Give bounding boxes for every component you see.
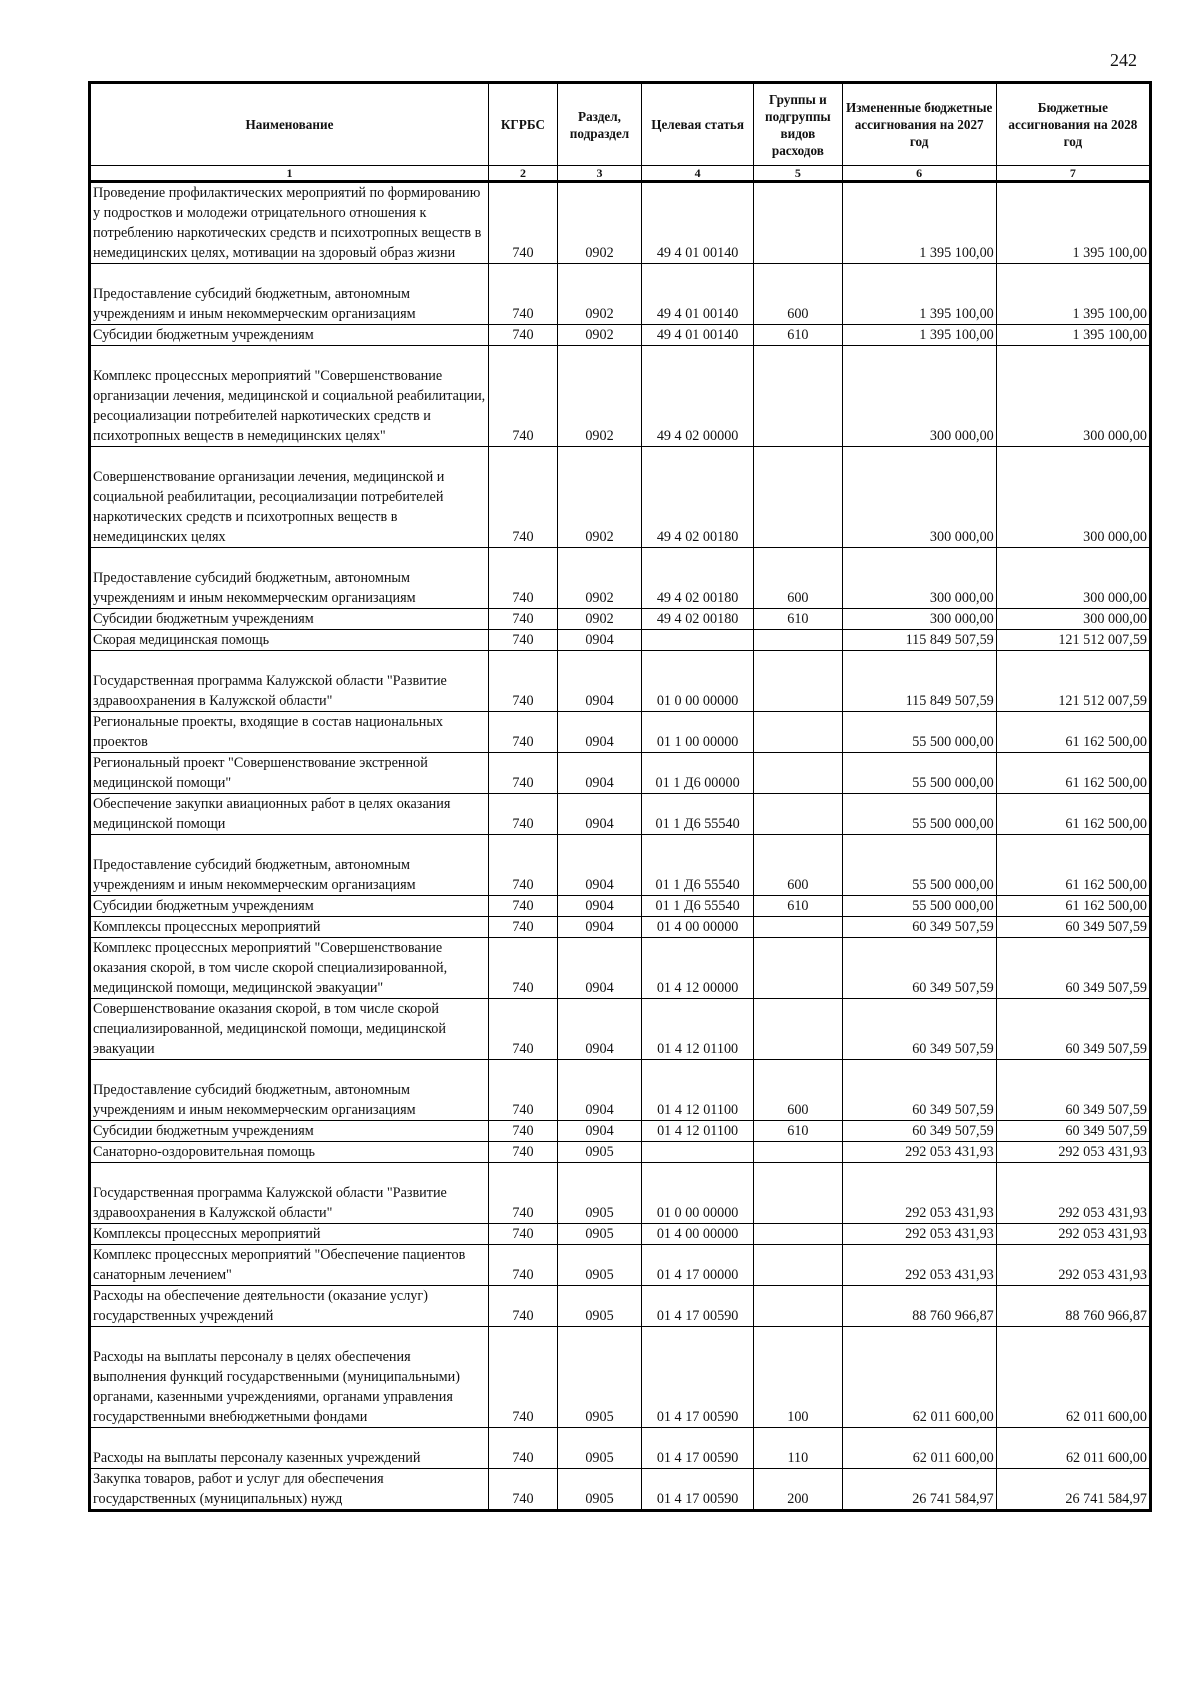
header-expense-groups: Группы и подгруппы видов расходов <box>754 83 842 166</box>
expense-type-cell <box>754 182 842 264</box>
amount-2028-cell: 60 349 507,59 <box>996 1060 1150 1121</box>
razdel-cell: 0905 <box>557 1469 641 1511</box>
amount-2028-cell: 62 011 600,00 <box>996 1327 1150 1428</box>
kgrbs-cell: 740 <box>488 1327 557 1428</box>
column-number: 7 <box>996 166 1150 182</box>
header-row <box>90 83 1151 166</box>
kgrbs-cell: 740 <box>488 712 557 753</box>
razdel-cell: 0902 <box>557 609 641 630</box>
kgrbs-cell: 740 <box>488 999 557 1060</box>
amount-2028-cell: 121 512 007,59 <box>996 651 1150 712</box>
target-article-cell: 01 0 00 00000 <box>642 651 754 712</box>
amount-2027-cell: 300 000,00 <box>842 346 996 447</box>
expense-type-cell <box>754 346 842 447</box>
amount-2027-cell: 300 000,00 <box>842 447 996 548</box>
kgrbs-cell: 740 <box>488 609 557 630</box>
target-article-cell: 01 4 12 01100 <box>642 1121 754 1142</box>
razdel-cell: 0905 <box>557 1428 641 1469</box>
target-article-cell: 01 4 12 01100 <box>642 1060 754 1121</box>
kgrbs-cell: 740 <box>488 896 557 917</box>
table-row <box>90 182 1151 264</box>
amount-2027-cell: 60 349 507,59 <box>842 999 996 1060</box>
expense-type-cell: 610 <box>754 1121 842 1142</box>
target-article-cell: 01 4 12 01100 <box>642 999 754 1060</box>
amount-2027-cell: 300 000,00 <box>842 609 996 630</box>
header-allocations-2027: Измененные бюджетные ассигнования на 2027 год <box>842 83 996 166</box>
kgrbs-cell: 740 <box>488 182 557 264</box>
amount-2028-cell: 1 395 100,00 <box>996 264 1150 325</box>
column-number: 1 <box>90 166 489 182</box>
amount-2027-cell: 55 500 000,00 <box>842 896 996 917</box>
amount-2027-cell: 1 395 100,00 <box>842 182 996 264</box>
kgrbs-cell: 740 <box>488 1245 557 1286</box>
expense-type-cell <box>754 938 842 999</box>
row-name-cell: Государственная программа Калужской области "Развитие здравоохранения в Калужской области" <box>90 651 489 712</box>
amount-2027-cell: 55 500 000,00 <box>842 835 996 896</box>
amount-2027-cell: 60 349 507,59 <box>842 938 996 999</box>
expense-type-cell <box>754 1142 842 1163</box>
table-row <box>90 548 1151 609</box>
target-article-cell: 01 4 00 00000 <box>642 1224 754 1245</box>
amount-2027-cell: 115 849 507,59 <box>842 630 996 651</box>
target-article-cell: 01 4 17 00590 <box>642 1286 754 1327</box>
row-name-cell: Совершенствование организации лечения, медицинской и социальной реабилитации, ресоциализации потребителей наркотических средств и психотропных веществ в немедицинских целях <box>90 447 489 548</box>
table-row <box>90 835 1151 896</box>
amount-2027-cell: 292 053 431,93 <box>842 1224 996 1245</box>
target-article-cell: 01 4 17 00590 <box>642 1469 754 1511</box>
table-row <box>90 938 1151 999</box>
amount-2028-cell: 61 162 500,00 <box>996 753 1150 794</box>
table-row <box>90 1245 1151 1286</box>
amount-2028-cell: 1 395 100,00 <box>996 182 1150 264</box>
amount-2027-cell: 300 000,00 <box>842 548 996 609</box>
table-row <box>90 999 1151 1060</box>
row-name-cell: Субсидии бюджетным учреждениям <box>90 325 489 346</box>
kgrbs-cell: 740 <box>488 264 557 325</box>
expense-type-cell: 610 <box>754 325 842 346</box>
razdel-cell: 0902 <box>557 264 641 325</box>
row-name-cell: Санаторно-оздоровительная помощь <box>90 1142 489 1163</box>
amount-2027-cell: 55 500 000,00 <box>842 712 996 753</box>
razdel-cell: 0904 <box>557 712 641 753</box>
kgrbs-cell: 740 <box>488 753 557 794</box>
row-name-cell: Региональные проекты, входящие в состав национальных проектов <box>90 712 489 753</box>
amount-2028-cell: 61 162 500,00 <box>996 712 1150 753</box>
razdel-cell: 0905 <box>557 1327 641 1428</box>
row-name-cell: Предоставление субсидий бюджетным, автономным учреждениям и иным некоммерческим организациям <box>90 835 489 896</box>
row-name-cell: Предоставление субсидий бюджетным, автономным учреждениям и иным некоммерческим организациям <box>90 548 489 609</box>
kgrbs-cell: 740 <box>488 651 557 712</box>
page-number: 242 <box>1110 50 1137 70</box>
budget-table <box>88 81 1152 1512</box>
expense-type-cell <box>754 712 842 753</box>
amount-2028-cell: 61 162 500,00 <box>996 896 1150 917</box>
target-article-cell: 49 4 02 00180 <box>642 447 754 548</box>
expense-type-cell <box>754 1224 842 1245</box>
row-name-cell: Совершенствование оказания скорой, в том числе скорой специализированной, медицинской помощи, медицинской эвакуации <box>90 999 489 1060</box>
row-name-cell: Обеспечение закупки авиационных работ в целях оказания медицинской помощи <box>90 794 489 835</box>
row-name-cell: Предоставление субсидий бюджетным, автономным учреждениям и иным некоммерческим организациям <box>90 264 489 325</box>
target-article-cell: 01 4 00 00000 <box>642 917 754 938</box>
table-row <box>90 712 1151 753</box>
razdel-cell: 0904 <box>557 917 641 938</box>
expense-type-cell <box>754 651 842 712</box>
amount-2027-cell: 60 349 507,59 <box>842 917 996 938</box>
target-article-cell: 01 1 Д6 00000 <box>642 753 754 794</box>
razdel-cell: 0902 <box>557 447 641 548</box>
table-row <box>90 447 1151 548</box>
table-row <box>90 346 1151 447</box>
razdel-cell: 0905 <box>557 1163 641 1224</box>
amount-2027-cell: 55 500 000,00 <box>842 753 996 794</box>
amount-2027-cell: 62 011 600,00 <box>842 1428 996 1469</box>
amount-2028-cell: 292 053 431,93 <box>996 1224 1150 1245</box>
table-body <box>90 182 1151 1511</box>
razdel-cell: 0902 <box>557 548 641 609</box>
column-number: 6 <box>842 166 996 182</box>
expense-type-cell <box>754 630 842 651</box>
razdel-cell: 0905 <box>557 1245 641 1286</box>
amount-2028-cell: 60 349 507,59 <box>996 917 1150 938</box>
table-row <box>90 794 1151 835</box>
razdel-cell: 0905 <box>557 1224 641 1245</box>
table-row <box>90 1163 1151 1224</box>
expense-type-cell <box>754 1286 842 1327</box>
row-name-cell: Комплекс процессных мероприятий "Совершенствование организации лечения, медицинской и социальной реабилитации, ресоциализации потребителей наркотических средств и психотропных веществ в немедицинских целях" <box>90 346 489 447</box>
razdel-cell: 0902 <box>557 182 641 264</box>
column-number: 2 <box>488 166 557 182</box>
razdel-cell: 0904 <box>557 999 641 1060</box>
razdel-cell: 0904 <box>557 835 641 896</box>
target-article-cell <box>642 1142 754 1163</box>
row-name-cell: Проведение профилактических мероприятий по формированию у подростков и молодежи отрицательного отношения к потреблению наркотических средств и психотропных веществ в немедицинских целях, мотивации на здоровый образ жизни <box>90 182 489 264</box>
expense-type-cell: 610 <box>754 609 842 630</box>
row-name-cell: Субсидии бюджетным учреждениям <box>90 896 489 917</box>
amount-2028-cell: 292 053 431,93 <box>996 1163 1150 1224</box>
column-number: 5 <box>754 166 842 182</box>
expense-type-cell <box>754 917 842 938</box>
target-article-cell: 01 1 00 00000 <box>642 712 754 753</box>
amount-2027-cell: 26 741 584,97 <box>842 1469 996 1511</box>
table-row <box>90 917 1151 938</box>
table-row <box>90 264 1151 325</box>
column-number: 4 <box>642 166 754 182</box>
amount-2027-cell: 60 349 507,59 <box>842 1060 996 1121</box>
expense-type-cell: 600 <box>754 1060 842 1121</box>
amount-2027-cell: 62 011 600,00 <box>842 1327 996 1428</box>
row-name-cell: Государственная программа Калужской области "Развитие здравоохранения в Калужской области" <box>90 1163 489 1224</box>
header-target-article: Целевая статья <box>642 83 754 166</box>
table-row <box>90 325 1151 346</box>
header-razdel: Раздел, подраздел <box>557 83 641 166</box>
table-row <box>90 1224 1151 1245</box>
amount-2028-cell: 61 162 500,00 <box>996 794 1150 835</box>
target-article-cell: 01 4 12 00000 <box>642 938 754 999</box>
table-row <box>90 896 1151 917</box>
target-article-cell: 01 0 00 00000 <box>642 1163 754 1224</box>
amount-2028-cell: 60 349 507,59 <box>996 938 1150 999</box>
razdel-cell: 0904 <box>557 651 641 712</box>
expense-type-cell <box>754 794 842 835</box>
expense-type-cell: 610 <box>754 896 842 917</box>
target-article-cell <box>642 630 754 651</box>
header-kgrbs: КГРБС <box>488 83 557 166</box>
razdel-cell: 0904 <box>557 753 641 794</box>
kgrbs-cell: 740 <box>488 1142 557 1163</box>
kgrbs-cell: 740 <box>488 1163 557 1224</box>
razdel-cell: 0905 <box>557 1286 641 1327</box>
kgrbs-cell: 740 <box>488 1060 557 1121</box>
target-article-cell: 49 4 01 00140 <box>642 182 754 264</box>
amount-2028-cell: 121 512 007,59 <box>996 630 1150 651</box>
expense-type-cell: 600 <box>754 548 842 609</box>
amount-2027-cell: 55 500 000,00 <box>842 794 996 835</box>
kgrbs-cell: 740 <box>488 447 557 548</box>
kgrbs-cell: 740 <box>488 938 557 999</box>
amount-2028-cell: 300 000,00 <box>996 548 1150 609</box>
kgrbs-cell: 740 <box>488 1469 557 1511</box>
row-name-cell: Расходы на обеспечение деятельности (оказание услуг) государственных учреждений <box>90 1286 489 1327</box>
expense-type-cell <box>754 999 842 1060</box>
amount-2027-cell: 60 349 507,59 <box>842 1121 996 1142</box>
razdel-cell: 0902 <box>557 325 641 346</box>
row-name-cell: Скорая медицинская помощь <box>90 630 489 651</box>
amount-2027-cell: 1 395 100,00 <box>842 264 996 325</box>
header-name: Наименование <box>90 83 489 166</box>
header-allocations-2028: Бюджетные ассигнования на 2028 год <box>996 83 1150 166</box>
budget-table-wrapper <box>88 81 1152 1512</box>
amount-2027-cell: 88 760 966,87 <box>842 1286 996 1327</box>
kgrbs-cell: 740 <box>488 835 557 896</box>
row-name-cell: Комплекс процессных мероприятий "Обеспечение пациентов санаторным лечением" <box>90 1245 489 1286</box>
target-article-cell: 49 4 01 00140 <box>642 325 754 346</box>
table-row <box>90 651 1151 712</box>
kgrbs-cell: 740 <box>488 1224 557 1245</box>
expense-type-cell <box>754 1163 842 1224</box>
target-article-cell: 49 4 02 00000 <box>642 346 754 447</box>
razdel-cell: 0904 <box>557 1121 641 1142</box>
razdel-cell: 0904 <box>557 1060 641 1121</box>
target-article-cell: 01 4 17 00590 <box>642 1327 754 1428</box>
amount-2028-cell: 292 053 431,93 <box>996 1245 1150 1286</box>
table-row <box>90 1060 1151 1121</box>
target-article-cell: 01 4 17 00000 <box>642 1245 754 1286</box>
amount-2028-cell: 88 760 966,87 <box>996 1286 1150 1327</box>
kgrbs-cell: 740 <box>488 917 557 938</box>
row-name-cell: Субсидии бюджетным учреждениям <box>90 609 489 630</box>
kgrbs-cell: 740 <box>488 1121 557 1142</box>
amount-2028-cell: 1 395 100,00 <box>996 325 1150 346</box>
expense-type-cell: 600 <box>754 835 842 896</box>
amount-2028-cell: 300 000,00 <box>996 609 1150 630</box>
row-name-cell: Региональный проект "Совершенствование экстренной медицинской помощи" <box>90 753 489 794</box>
row-name-cell: Комплексы процессных мероприятий <box>90 1224 489 1245</box>
column-number-row <box>90 166 1151 182</box>
table-row <box>90 1428 1151 1469</box>
target-article-cell: 01 1 Д6 55540 <box>642 794 754 835</box>
amount-2028-cell: 60 349 507,59 <box>996 999 1150 1060</box>
column-number: 3 <box>557 166 641 182</box>
amount-2028-cell: 62 011 600,00 <box>996 1428 1150 1469</box>
expense-type-cell <box>754 447 842 548</box>
row-name-cell: Расходы на выплаты персоналу в целях обеспечения выполнения функций государственными (муниципальными) органами, казенными учреждениями, органами управления государственными внебюджетными фондами <box>90 1327 489 1428</box>
table-row <box>90 1142 1151 1163</box>
amount-2028-cell: 300 000,00 <box>996 346 1150 447</box>
razdel-cell: 0904 <box>557 896 641 917</box>
amount-2028-cell: 300 000,00 <box>996 447 1150 548</box>
row-name-cell: Комплекс процессных мероприятий "Совершенствование оказания скорой, в том числе скорой специализированной, медицинской помощи, медицинской эвакуации" <box>90 938 489 999</box>
table-row <box>90 630 1151 651</box>
amount-2027-cell: 292 053 431,93 <box>842 1142 996 1163</box>
amount-2027-cell: 292 053 431,93 <box>842 1163 996 1224</box>
row-name-cell: Субсидии бюджетным учреждениям <box>90 1121 489 1142</box>
table-row <box>90 1327 1151 1428</box>
expense-type-cell <box>754 1245 842 1286</box>
table-row <box>90 753 1151 794</box>
target-article-cell: 49 4 02 00180 <box>642 609 754 630</box>
kgrbs-cell: 740 <box>488 1286 557 1327</box>
razdel-cell: 0905 <box>557 1142 641 1163</box>
target-article-cell: 01 1 Д6 55540 <box>642 896 754 917</box>
expense-type-cell <box>754 753 842 794</box>
target-article-cell: 01 4 17 00590 <box>642 1428 754 1469</box>
kgrbs-cell: 740 <box>488 1428 557 1469</box>
row-name-cell: Расходы на выплаты персоналу казенных учреждений <box>90 1428 489 1469</box>
amount-2028-cell: 26 741 584,97 <box>996 1469 1150 1511</box>
row-name-cell: Предоставление субсидий бюджетным, автономным учреждениям и иным некоммерческим организациям <box>90 1060 489 1121</box>
expense-type-cell: 600 <box>754 264 842 325</box>
amount-2027-cell: 115 849 507,59 <box>842 651 996 712</box>
expense-type-cell: 110 <box>754 1428 842 1469</box>
kgrbs-cell: 740 <box>488 794 557 835</box>
table-row <box>90 1121 1151 1142</box>
table-row <box>90 1286 1151 1327</box>
amount-2028-cell: 61 162 500,00 <box>996 835 1150 896</box>
kgrbs-cell: 740 <box>488 325 557 346</box>
razdel-cell: 0904 <box>557 794 641 835</box>
razdel-cell: 0904 <box>557 938 641 999</box>
amount-2028-cell: 60 349 507,59 <box>996 1121 1150 1142</box>
table-row <box>90 609 1151 630</box>
kgrbs-cell: 740 <box>488 346 557 447</box>
target-article-cell: 49 4 02 00180 <box>642 548 754 609</box>
kgrbs-cell: 740 <box>488 548 557 609</box>
row-name-cell: Закупка товаров, работ и услуг для обеспечения государственных (муниципальных) нужд <box>90 1469 489 1511</box>
amount-2028-cell: 292 053 431,93 <box>996 1142 1150 1163</box>
target-article-cell: 01 1 Д6 55540 <box>642 835 754 896</box>
table-row <box>90 1469 1151 1511</box>
expense-type-cell: 100 <box>754 1327 842 1428</box>
amount-2027-cell: 292 053 431,93 <box>842 1245 996 1286</box>
kgrbs-cell: 740 <box>488 630 557 651</box>
row-name-cell: Комплексы процессных мероприятий <box>90 917 489 938</box>
expense-type-cell: 200 <box>754 1469 842 1511</box>
razdel-cell: 0904 <box>557 630 641 651</box>
razdel-cell: 0902 <box>557 346 641 447</box>
amount-2027-cell: 1 395 100,00 <box>842 325 996 346</box>
target-article-cell: 49 4 01 00140 <box>642 264 754 325</box>
